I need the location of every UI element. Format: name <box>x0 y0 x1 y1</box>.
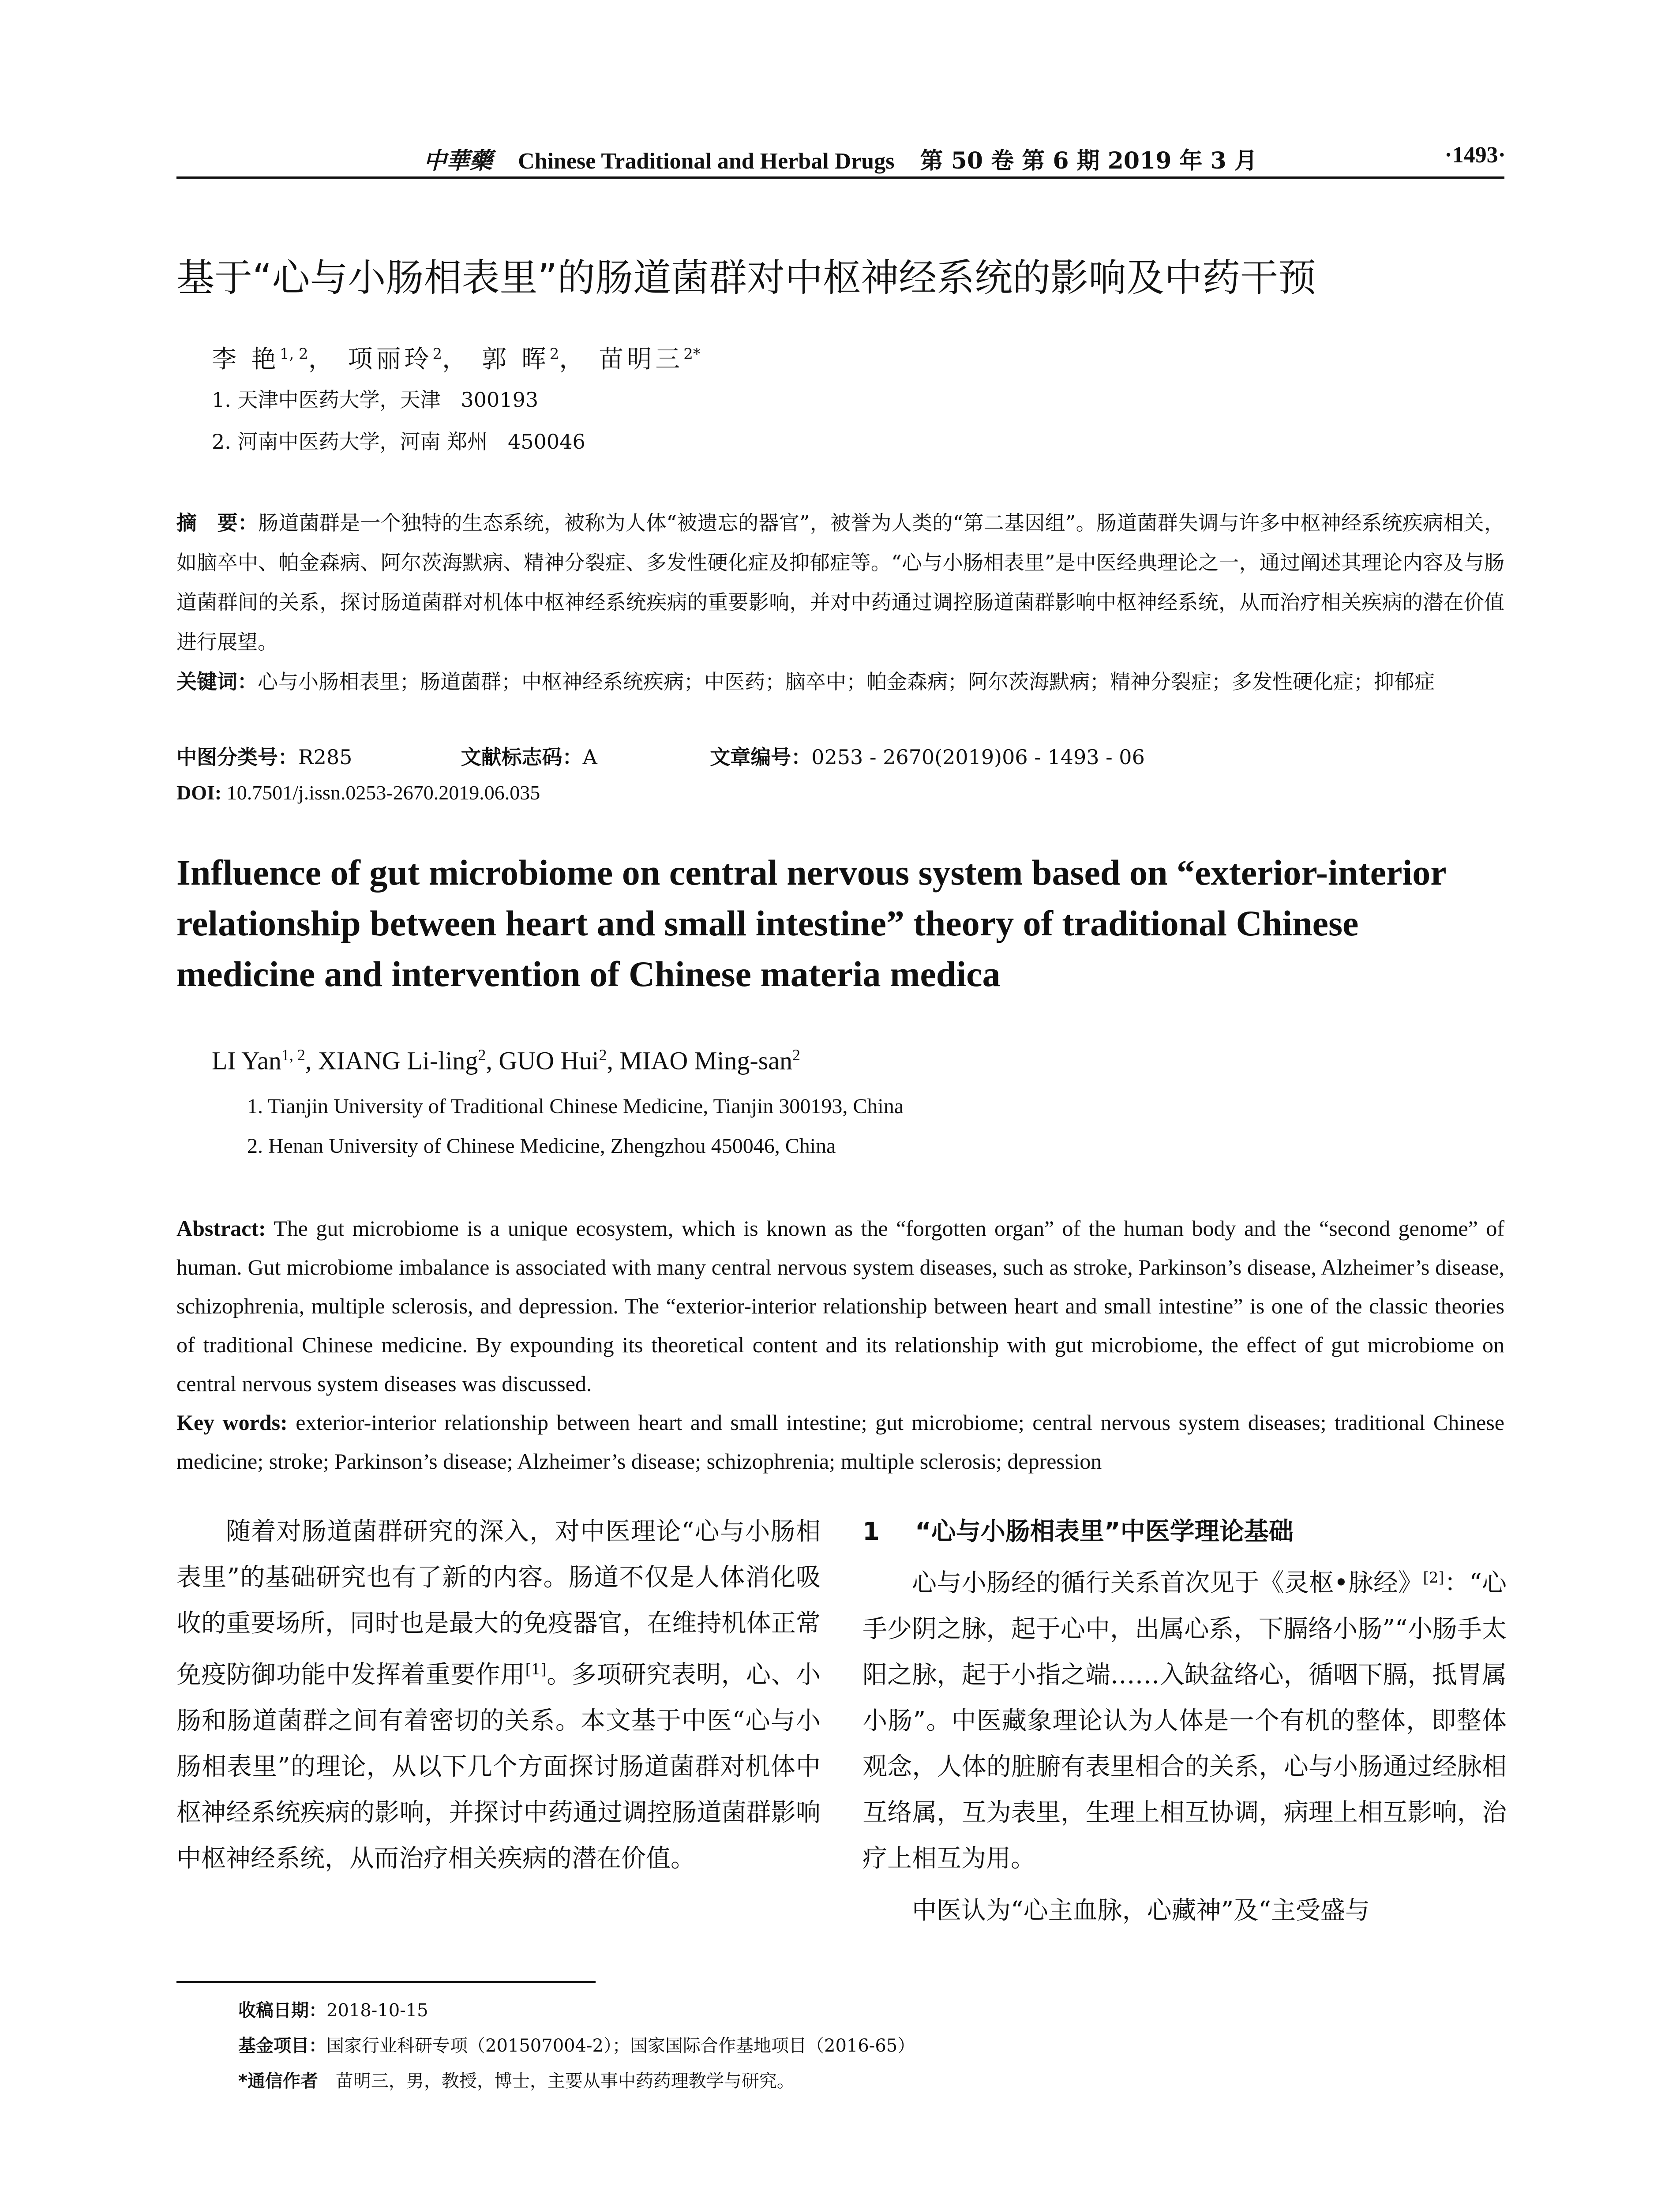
chinese-title: 基于“心与小肠相表里”的肠道菌群对中枢神经系统的影响及中药干预 <box>176 256 1316 300</box>
clc-value: R285 <box>298 745 352 769</box>
abstract-text: 肠道菌群是一个独特的生态系统，被称为人体“被遗忘的器官”，被誉为人类的“第二基因组”。肠道菌群失调与许多中枢神经系统疾病相关，如脑卒中、帕金森病、阿尔茨海默病、精神分裂症、多发性硬化症及抑郁症等。“心与小肠相表里”是中医经典理论之一，通过阐述其理论内容及与肠道菌群间的关系，探讨肠道菌群对机体中枢神经系统疾病的重要影响，并对中药通过调控肠道菌群影响中枢神经系统，从而治疗相关疾病的潜在价值进行展望。 <box>176 511 1504 654</box>
body-text: 随着对肠道菌群研究的深入，对中医理论“心与小肠相表里”的基础研究也有了新的内容。肠道不仅是人体消化吸收的重要场所，同时也是最大的免疫器官，在维持机体正常免疫防御功能中发挥着重要作用 <box>176 1517 821 1689</box>
received-date: 2018-10-15 <box>326 2000 428 2021</box>
clc-label: 中图分类号： <box>176 745 298 769</box>
citation-link[interactable]: [1] <box>525 1661 547 1678</box>
chinese-affiliation-2: 2. 河南中医药大学，河南 郑州 450046 <box>212 430 585 454</box>
chinese-affiliation-1: 1. 天津中医药大学，天津 300193 <box>212 388 539 412</box>
abstract-text: The gut microbiome is a unique ecosystem, which is known as the “forgotten organ” of the human body and the “second genome” of human. Gut microbiome imbalance is associated with many central nervous system diseases, such as stroke, Parkinson’s disease, Alzheimer’s disease, schizophrenia, multiple sclerosis, and depression. The “exterior-interior relationship between heart and small intestine” is one of the classic theories of traditional Chinese medicine. By expounding its theoretical content and its relationship with gut microbiome, the effect of gut microbiome on central nervous system diseases was discussed. <box>176 1216 1504 1396</box>
body-text: 。多项研究表明，心、小肠和肠道菌群之间有着密切的关系。本文基于中医“心与小肠相表里”的理论，从以下几个方面探讨肠道菌群对机体中枢神经系统疾病的影响，并探讨中药通过调控肠道菌群影响中枢神经系统，从而治疗相关疾病的潜在价值。 <box>176 1660 821 1873</box>
corresponding-text: 苗明三，男，教授，博士，主要从事中药药理教学与研究。 <box>318 2071 795 2091</box>
chinese-keywords <box>176 662 1504 702</box>
author-name: 郭 晖 <box>481 345 550 374</box>
chinese-abstract <box>176 503 1504 662</box>
keywords-text: 心与小肠相表里；肠道菌群；中枢神经系统疾病；中医药；脑卒中；帕金森病；阿尔茨海默病；精神分裂症；多发性硬化症；抑郁症 <box>258 670 1435 694</box>
keywords-text: exterior-interior relationship between heart and small intestine; gut microbiome; central nervous system diseases; traditional Chinese medicine; stroke; Parkinson’s disease; Alzheimer’s disease; schizophrenia; multiple sclerosis; depression <box>176 1410 1504 1474</box>
keywords-label: 关键词： <box>176 670 258 694</box>
received-label: 收稿日期： <box>238 2000 326 2021</box>
keywords-label: Key words: <box>176 1410 288 1435</box>
author-name: 苗明三 <box>599 345 684 374</box>
author-name: 项丽玲 <box>348 345 433 374</box>
english-keywords <box>176 1403 1504 1481</box>
abstract-label: 摘 要： <box>176 511 259 535</box>
body-column-left <box>176 1509 821 1882</box>
doi-line <box>176 781 540 804</box>
author-separator: ， <box>308 345 337 374</box>
corresponding-label: *通信作者 <box>238 2071 318 2091</box>
citation-link[interactable]: [2] <box>1423 1569 1444 1587</box>
author-separator: ， <box>442 345 471 374</box>
author-affiliation-mark: 1, 2 <box>281 1046 305 1064</box>
doi-link[interactable]: 10.7501/j.issn.0253-2670.2019.06.035 <box>221 781 540 804</box>
author-name: GUO Hui <box>499 1046 599 1075</box>
author-affiliation-mark: 1, 2 <box>279 345 308 363</box>
chinese-authors <box>212 340 701 375</box>
body-text: ：“心手少阴之脉，起于心中，出属心系，下膈络小肠”“小肠手太阳之脉，起于小指之端……入缺盆络心，循咽下膈，抵胃属小肠”。中医藏象理论认为人体是一个有机的整体，即整体观念，人体的脏腑有表里相合的关系，心与小肠通过经脉相互络属，互为表里，生理上相互协调，病理上相互影响，治疗上相互为用。 <box>862 1568 1507 1873</box>
article-number-label: 文章编号： <box>710 745 812 769</box>
journal-issue: 第 50 卷 第 6 期 2019 年 3 月 <box>920 147 1257 174</box>
article-number-value: 0253 - 2670(2019)06 - 1493 - 06 <box>811 745 1145 769</box>
author-affiliation-mark: 2* <box>683 345 701 363</box>
page-number: ·1493· <box>1444 143 1506 168</box>
section-number: 1 <box>862 1517 880 1546</box>
section-heading <box>862 1509 1507 1555</box>
abstract-label: Abstract: <box>176 1216 266 1241</box>
running-header <box>424 142 1257 175</box>
header-divider <box>176 176 1504 179</box>
english-affiliation-1: 1. Tianjin University of Traditional Chinese Medicine, Tianjin 300193, China <box>247 1095 904 1118</box>
author-name: XIANG Li-ling <box>318 1046 478 1075</box>
footnote-received <box>238 1996 428 2022</box>
document-code-value: A <box>582 745 597 769</box>
journal-name: Chinese Traditional and Herbal Drugs <box>518 149 895 174</box>
author-affiliation-mark: 2 <box>478 1046 486 1064</box>
author-affiliation-mark: 2 <box>792 1046 801 1064</box>
author-separator: ， <box>559 345 588 374</box>
body-paragraph: 中医认为“心主血脉，心藏神”及“主受盛与 <box>912 1896 1370 1925</box>
author-affiliation-mark: 2 <box>599 1046 607 1064</box>
author-separator: , <box>607 1046 620 1075</box>
body-paragraph <box>176 1509 821 1882</box>
author-affiliation-mark: 2 <box>432 345 442 363</box>
footnote-corresponding-author <box>238 2067 795 2092</box>
english-abstract <box>176 1209 1504 1403</box>
english-affiliation-2: 2. Henan University of Chinese Medicine, Zhengzhou 450046, China <box>247 1134 836 1158</box>
classification-line <box>176 741 1145 770</box>
author-affiliation-mark: 2 <box>549 345 559 363</box>
section-title: “心与小肠相表里”中医学理论基础 <box>915 1517 1294 1546</box>
footnote-fund <box>238 2032 915 2057</box>
doi-label: DOI: <box>176 781 222 804</box>
english-title: Influence of gut microbiome on central nervous system based on “exterior-interior relationship between heart and small intestine” theory of traditional Chinese medicine and intervention of Chinese materia medica <box>176 852 1446 994</box>
english-authors <box>212 1046 800 1075</box>
body-column-right <box>862 1509 1507 1934</box>
body-text: 心与小肠经的循行关系首次见于《灵枢•脉经》 <box>912 1568 1423 1598</box>
author-name: 李 艳 <box>212 345 280 374</box>
author-name: MIAO Ming-san <box>619 1046 793 1075</box>
author-separator: , <box>486 1046 499 1075</box>
author-separator: , <box>305 1046 318 1075</box>
footnote-divider <box>176 1981 596 1983</box>
body-paragraph <box>862 1555 1507 1882</box>
document-code-label: 文献标志码： <box>461 745 583 769</box>
fund-text: 国家行业科研专项（201507004-2）；国家国际合作基地项目（2016-65） <box>326 2036 915 2056</box>
fund-label: 基金项目： <box>238 2036 326 2056</box>
author-name: LI Yan <box>212 1046 281 1075</box>
journal-brand: 中華藥 <box>424 147 493 174</box>
